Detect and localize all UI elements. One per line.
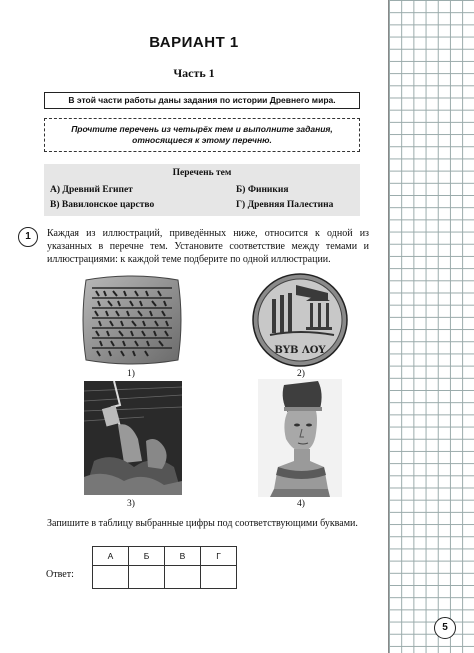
topic-item-g [236,200,333,210]
answer-cell-b[interactable] [129,566,165,589]
answer-cell-a[interactable] [93,566,129,589]
answer-table [92,546,237,589]
page-number: 5 [434,617,456,639]
topic-item-a [50,185,133,195]
answer-cell-v[interactable] [165,566,201,589]
instruction-box: Прочтите перечень из четырёх тем и выполните задания, относящиеся к этому перечню. [44,118,360,152]
answer-header-row [93,547,237,566]
task-text: Каждая из иллюстраций, приведённых ниже, относится к одной из указанных в перечне тем. Установите соответствие между темами и иллюстрациями: к каждой теме подберите по одной иллюстрации. [47,228,369,265]
answer-instruction: Запишите в таблицу выбранные цифры под соответствующими буквами. [47,518,358,529]
topic-name: Финикия [247,185,289,195]
answer-col-g: Г [201,547,237,566]
topic-name: Вавилонское царство [61,200,155,210]
topic-name: Древний Египет [62,185,133,195]
part-title: Часть 1 [173,66,215,80]
topic-name: Древняя Палестина [247,200,334,210]
coin-inscription: ΒΥΒ ΛΟΥ [274,345,326,356]
answer-input-row [93,566,237,589]
topic-letter: Г) [236,200,246,210]
caption-4: 4) [297,499,305,509]
graph-paper-margin [388,0,474,653]
answer-col-b: Б [129,547,165,566]
topic-letter: А) [50,185,61,195]
task-number-badge: 1 [18,227,38,247]
engraving-illustration [84,381,182,495]
topics-header: Перечень тем [172,168,232,178]
topic-item-b [236,185,289,195]
caption-3: 3) [127,499,135,509]
answer-col-a: А [93,547,129,566]
topics-list [44,164,360,216]
caption-2: 2) [297,369,305,379]
part-info-box: В этой части работы даны задания по истории Древнего мира. [44,92,360,109]
answer-cell-g[interactable] [201,566,237,589]
variant-title: ВАРИАНТ 1 [149,34,239,51]
topic-item-v [50,200,154,210]
clay-tablet-illustration [80,274,184,366]
coin-illustration [250,271,350,369]
topic-letter: Б) [236,185,246,195]
caption-1: 1) [127,369,135,379]
bust-illustration [258,379,342,497]
topic-letter: В) [50,200,60,210]
answer-label: Ответ: [46,569,74,580]
answer-col-v: В [165,547,201,566]
